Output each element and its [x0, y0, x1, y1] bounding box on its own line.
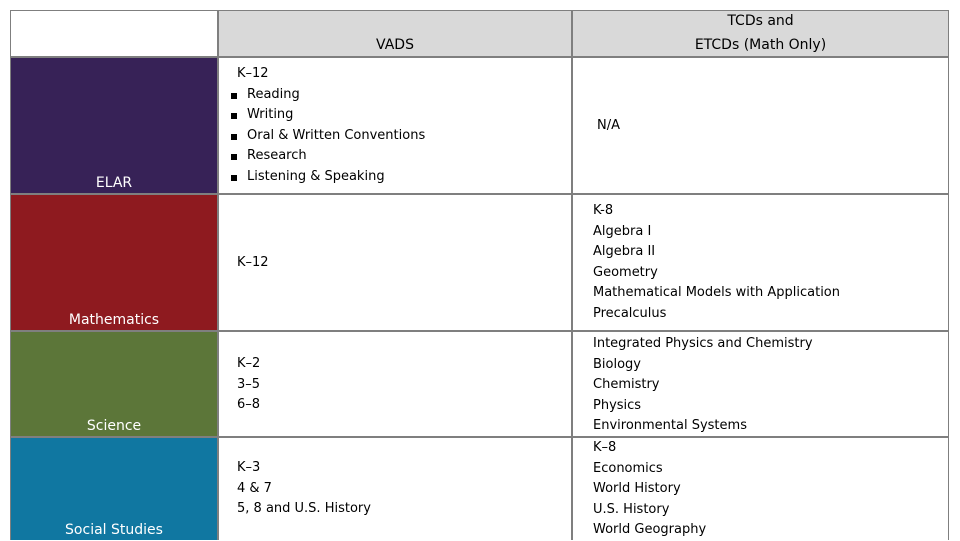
header-vads-cell	[218, 10, 572, 57]
elar-tcds-value: N/A	[597, 118, 620, 133]
elar-vads-grade: K–12	[237, 66, 269, 81]
mathematics-label: Mathematics	[68, 312, 160, 328]
elar-vads-item: Reading	[227, 85, 571, 106]
row-label-science	[10, 331, 218, 437]
header-blank-cell	[10, 10, 218, 57]
mathematics-tcds-item: Algebra I	[593, 223, 652, 239]
elar-vads-item: Writing	[227, 105, 571, 126]
row-label-elar	[10, 57, 218, 194]
header-tcds-line1: TCDs and	[727, 13, 794, 29]
social-studies-vads-item: K–3	[237, 460, 261, 475]
elar-tcds-cell	[572, 57, 949, 194]
social-studies-tcds-item: K–8	[593, 440, 617, 455]
elar-vads-item: Oral & Written Conventions	[227, 126, 571, 147]
header-tcds-cell	[572, 10, 949, 57]
social-studies-tcds-item: World History	[593, 481, 681, 497]
mathematics-tcds-item: Precalculus	[593, 305, 667, 321]
elar-vads-cell	[218, 57, 572, 194]
social-studies-tcds-item: U.S. History	[593, 501, 670, 517]
mathematics-tcds-cell	[572, 194, 949, 331]
science-tcds-item: Biology	[593, 356, 641, 372]
mathematics-vads-cell	[218, 194, 572, 331]
science-label: Science	[86, 418, 142, 434]
mathematics-tcds-item: Geometry	[593, 264, 658, 280]
social-studies-vads-cell	[218, 437, 572, 540]
science-tcds-item: Physics	[593, 397, 642, 413]
row-label-mathematics	[10, 194, 218, 331]
science-tcds-cell	[572, 331, 949, 437]
social-studies-label: Social Studies	[65, 522, 163, 538]
mathematics-vads-value: K–12	[237, 255, 269, 270]
science-tcds-item: Integrated Physics and Chemistry	[593, 336, 813, 351]
science-vads-item: 3–5	[237, 376, 261, 392]
elar-vads-list	[227, 85, 571, 188]
social-studies-tcds-item: Economics	[593, 460, 663, 476]
header-tcds-line2: ETCDs (Math Only)	[694, 37, 827, 53]
elar-vads-item: Listening & Speaking	[227, 167, 571, 188]
header-vads-label: VADS	[376, 37, 414, 53]
science-vads-cell	[218, 331, 572, 437]
science-vads-item: K–2	[237, 356, 261, 371]
mathematics-tcds-item: Mathematical Models with Application	[593, 285, 840, 301]
science-vads-item: 6–8	[237, 397, 261, 413]
row-label-social-studies	[10, 437, 218, 540]
social-studies-tcds-cell	[572, 437, 949, 540]
elar-label: ELAR	[95, 175, 133, 191]
mathematics-tcds-item: Algebra II	[593, 244, 656, 260]
social-studies-vads-item: 4 & 7	[237, 480, 272, 496]
social-studies-tcds-item: World Geography	[593, 522, 707, 538]
elar-vads-item: Research	[227, 146, 571, 167]
science-tcds-item: Chemistry	[593, 377, 660, 393]
social-studies-vads-item: 5, 8 and U.S. History	[237, 501, 371, 517]
science-tcds-item: Environmental Systems	[593, 418, 747, 434]
mathematics-tcds-item: K-8	[593, 203, 614, 218]
